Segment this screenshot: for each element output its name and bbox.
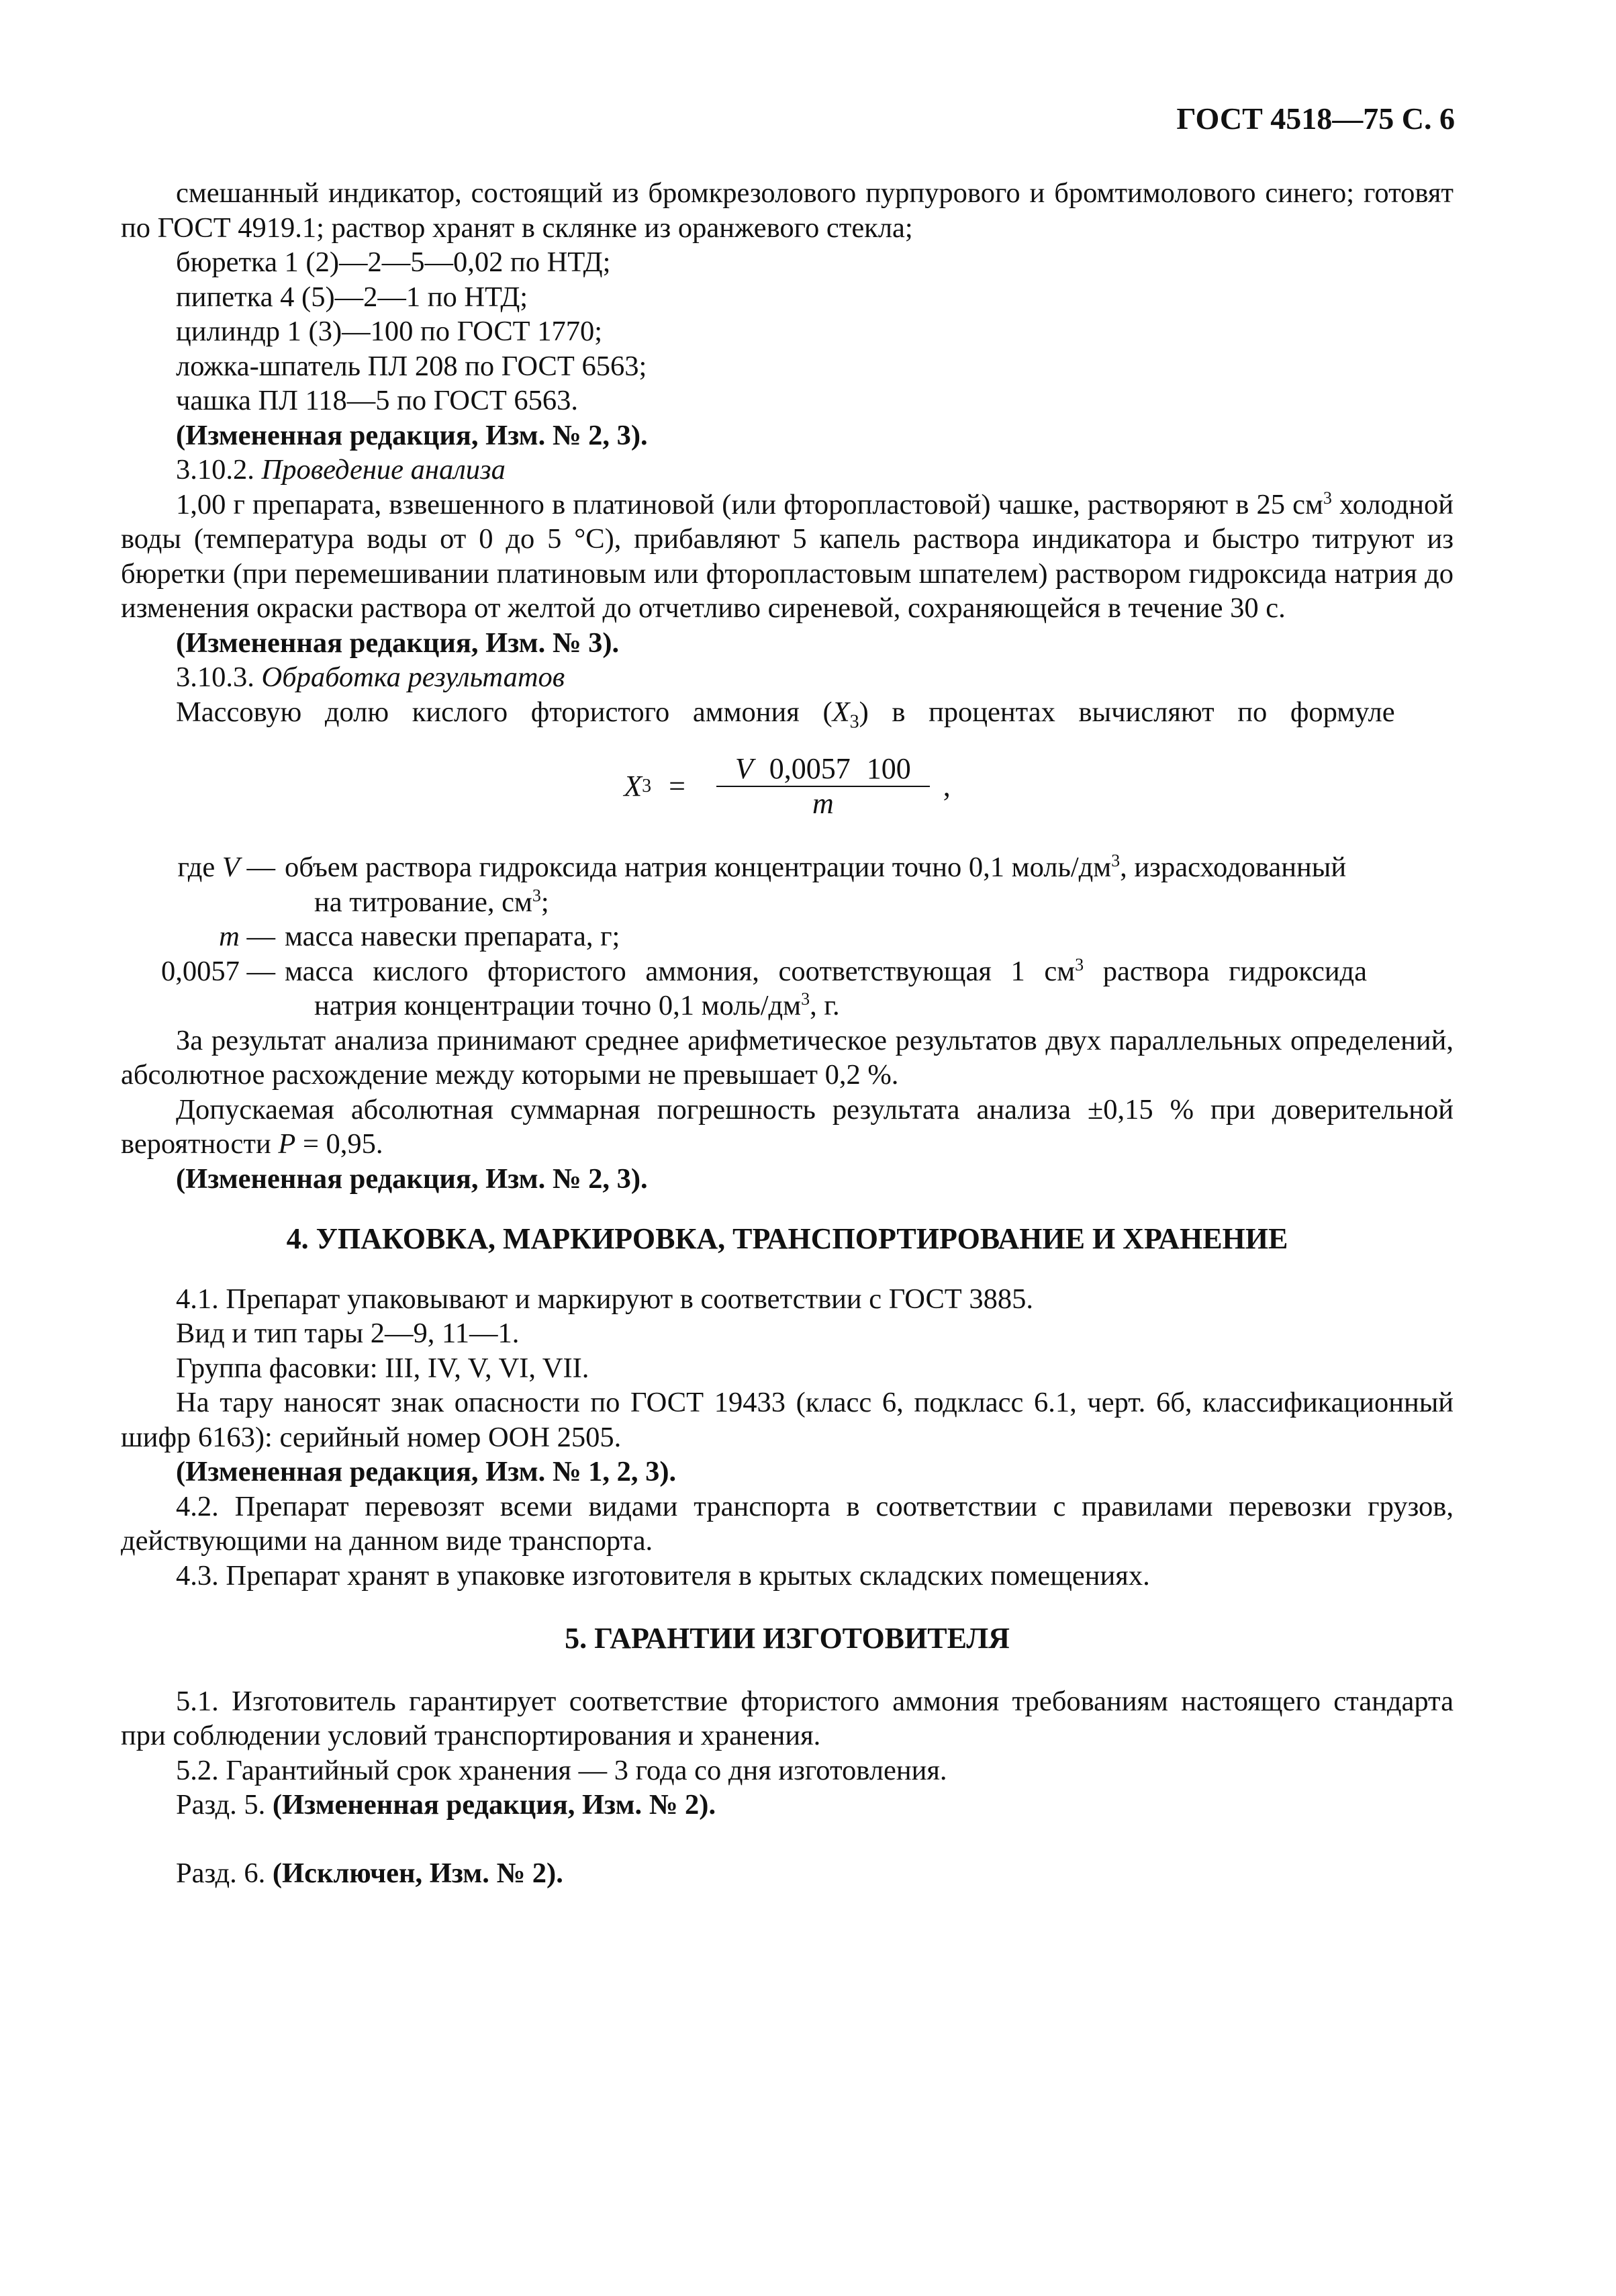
amendment-note: (Измененная редакция, Изм. № 1, 2, 3). bbox=[176, 1456, 677, 1487]
formula-numerator: V 0,0057 100 bbox=[716, 752, 930, 787]
section-5-amendment: Разд. 5. (Измененная редакция, Изм. № 2). bbox=[176, 1789, 716, 1821]
definition-term: где V — bbox=[177, 852, 275, 883]
section-6-note: Разд. 6. (Исключен, Изм. № 2). bbox=[176, 1857, 563, 1889]
formula-lhs: X bbox=[624, 770, 643, 803]
equipment-item: бюретка 1 (2)—2—5—0,02 по НТД; bbox=[176, 246, 611, 278]
amendment-note: (Измененная редакция, Изм. № 2, 3). bbox=[176, 419, 648, 451]
definition-term: m — bbox=[219, 921, 275, 952]
definition-text: масса кислого фтористого аммония, соответствующая 1 $см^3$ раствора гидроксида натрия концентрации точно 0,1 моль/$дм^3$, г. bbox=[285, 954, 1368, 1021]
formula-equals: = bbox=[669, 770, 685, 803]
subsection-3-10-3 bbox=[176, 660, 1454, 695]
variable-definitions bbox=[121, 850, 1454, 1023]
page-content bbox=[121, 176, 1454, 1890]
packaging-type: Вид и тип тары 2—9, 11—1. bbox=[176, 1318, 520, 1349]
subsection-3-10-2 bbox=[176, 453, 1454, 488]
paragraph-5-2: 5.2. Гарантийный срок хранения — 3 года со дня изготовления. bbox=[176, 1754, 947, 1786]
subsection-number: 3.10.3. bbox=[176, 661, 254, 693]
definition-text: масса навески препарата, г; bbox=[285, 921, 620, 952]
equipment-item: пипетка 4 (5)—2—1 по НТД; bbox=[176, 281, 528, 313]
equipment-item: ложка-шпатель ПЛ 208 по ГОСТ 6563; bbox=[176, 350, 647, 382]
amendment-note: (Измененная редакция, Изм. № 2, 3). bbox=[176, 1162, 648, 1195]
paragraph-4-3: 4.3. Препарат хранят в упаковке изготовителя в крытых складских помещениях. bbox=[176, 1559, 1150, 1592]
equipment-item: цилиндр 1 (3)—100 по ГОСТ 1770; bbox=[176, 316, 603, 347]
error-paragraph: Допускаемая абсолютная суммарная погрешность результата анализа ±0,15 % при доверительной вероятности P = 0,95. bbox=[121, 1093, 1454, 1160]
paragraph-5-1: 5.1. Изготовитель гарантирует соответствие фтористого аммония требованиям настоящего стандарта при соблюдении условий транспортирования и хранения. bbox=[121, 1685, 1454, 1751]
subsection-title: Проведение анализа bbox=[261, 454, 506, 486]
subsection-title: Обработка результатов bbox=[261, 661, 565, 693]
section-5-heading: 5. ГАРАНТИИ ИЗГОТОВИТЕЛЯ bbox=[565, 1622, 1010, 1655]
packing-group: Группа фасовки: III, IV, V, VI, VII. bbox=[176, 1352, 589, 1384]
result-paragraph: За результат анализа принимают среднее арифметическое результатов двух параллельных определений, абсолютное расхождение между которыми не превышает 0,2 %. bbox=[121, 1024, 1454, 1091]
formula-fraction bbox=[716, 752, 930, 821]
definition-term: 0,0057 — bbox=[161, 955, 275, 987]
amendment-note: (Измененная редакция, Изм. № 3). bbox=[176, 627, 620, 659]
analysis-paragraph: 1,00 г препарата, взвешенного в платиновой (или фторопластовой) чашке, растворяют в 25 $см^3$ холодной воды (температура воды от 0 до 5 °С), прибавляют 5 капель раствора индикатора и быстро титруют из бюретки (при перемешивании платиновым или фторопластовым шпателем) раствором гидроксида натрия до изменения окраски раствора от желтой до отчетливо сиреневой, сохраняющейся в течение 30 с. bbox=[121, 488, 1454, 624]
formula-intro: Массовую долю кислого фтористого аммония $(X_3)$ в процентах вычисляют по формуле bbox=[176, 696, 1395, 732]
mixed-indicator-paragraph: смешанный индикатор, состоящий из бромкрезолового пурпурового и бромтимолового синего; готовят по ГОСТ 4919.1; раствор хранят в склянке из оранжевого стекла; bbox=[121, 177, 1454, 244]
definition-text: объем раствора гидроксида натрия концентрации точно 0,1 моль/$дм^3$, израсходованный на титрование, $см^3$; bbox=[285, 850, 1347, 918]
page-header: ГОСТ 4518—75 С. 6 bbox=[1176, 101, 1455, 136]
hazard-sign-paragraph: На тару наносят знак опасности по ГОСТ 19433 (класс 6, подкласс 6.1, черт. 6б, классификационный шифр 6163): серийный номер ООН 2505. bbox=[121, 1387, 1454, 1453]
equipment-item: чашка ПЛ 118—5 по ГОСТ 6563. bbox=[176, 385, 579, 416]
formula: X 3 = $\frac{V 0,0057 100}{m}$ , bbox=[624, 752, 951, 820]
section-4-heading: 4. УПАКОВКА, МАРКИРОВКА, ТРАНСПОРТИРОВАНИЕ И ХРАНЕНИЕ bbox=[286, 1222, 1288, 1255]
subsection-number: 3.10.2. bbox=[176, 454, 254, 486]
formula-denominator: m bbox=[812, 787, 834, 820]
formula-comma: , bbox=[943, 770, 951, 803]
paragraph-4-1: 4.1. Препарат упаковывают и маркируют в соответствии с ГОСТ 3885. bbox=[176, 1283, 1034, 1315]
paragraph-4-2: 4.2. Препарат перевозят всеми видами транспорта в соответствии с правилами перевозки грузов, действующими на данном виде транспорта. bbox=[121, 1490, 1454, 1557]
